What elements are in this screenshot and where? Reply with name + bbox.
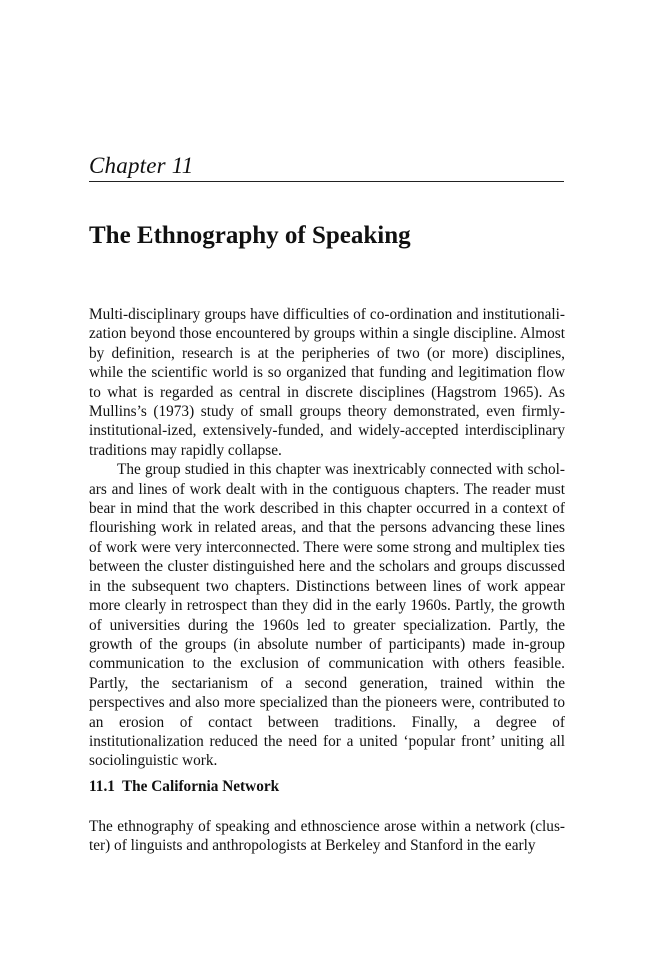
paragraph-2: The group studied in this chapter was inextricably connected with schol-ars and lines of work dealt with in the contiguous chapters. The reader must bear in mind that the work described in this chapter occurred in a context of flourishing work in related areas, and that the persons advancing these lines of work were very interconnected. There were some strong and multiplex ties between the cluster distinguished here and the scholars and groups discussed in the subsequent two chapters. Distinctions between lines of work appear more clearly in retrospect than they did in the early 1960s. Partly, the growth of universities during the 1960s led to greater specialization. Partly, the growth of the groups (in absolute number of participants) made in-group communication to the exclusion of communication with others feasible. Partly, the sectarianism of a second generation, trained within the perspectives and also more specialized than the pioneers were, contributed to an erosion of contact between traditions. Finally, a degree of institutionalization reduced the need for a united ‘popular front’ uniting all sociolinguistic work.	[89, 461, 565, 770]
section-number: 11.1	[89, 778, 115, 795]
section-title: The California Network	[121, 778, 280, 795]
chapter-intro-text	[89, 305, 565, 771]
chapter-title: The Ethnography of Speaking	[89, 222, 411, 249]
section-text	[89, 817, 565, 856]
chapter-rule	[89, 181, 564, 182]
section-heading	[89, 777, 279, 797]
section-paragraph-1: The ethnography of speaking and ethnoscience arose within a network (clus-ter) of linguists and anthropologists at Berkeley and Stanford in the early	[89, 818, 565, 855]
paragraph-1: Multi-disciplinary groups have difficulties of co-ordination and institutionali-zation beyond those encountered by groups within a single discipline. Almost by definition, research is at the peripheries of two (or more) disciplines, while the scientific world is so organized that funding and legitimation flow to what is regarded as central in discrete disciplines (Hagstrom 1965). As Mullins’s (1973) study of small groups theory demonstrated, even firmly-institutional-ized, extensively-funded, and widely-accepted interdisciplinary traditions may rapidly collapse.	[89, 306, 565, 459]
chapter-label: Chapter 11	[89, 153, 194, 178]
